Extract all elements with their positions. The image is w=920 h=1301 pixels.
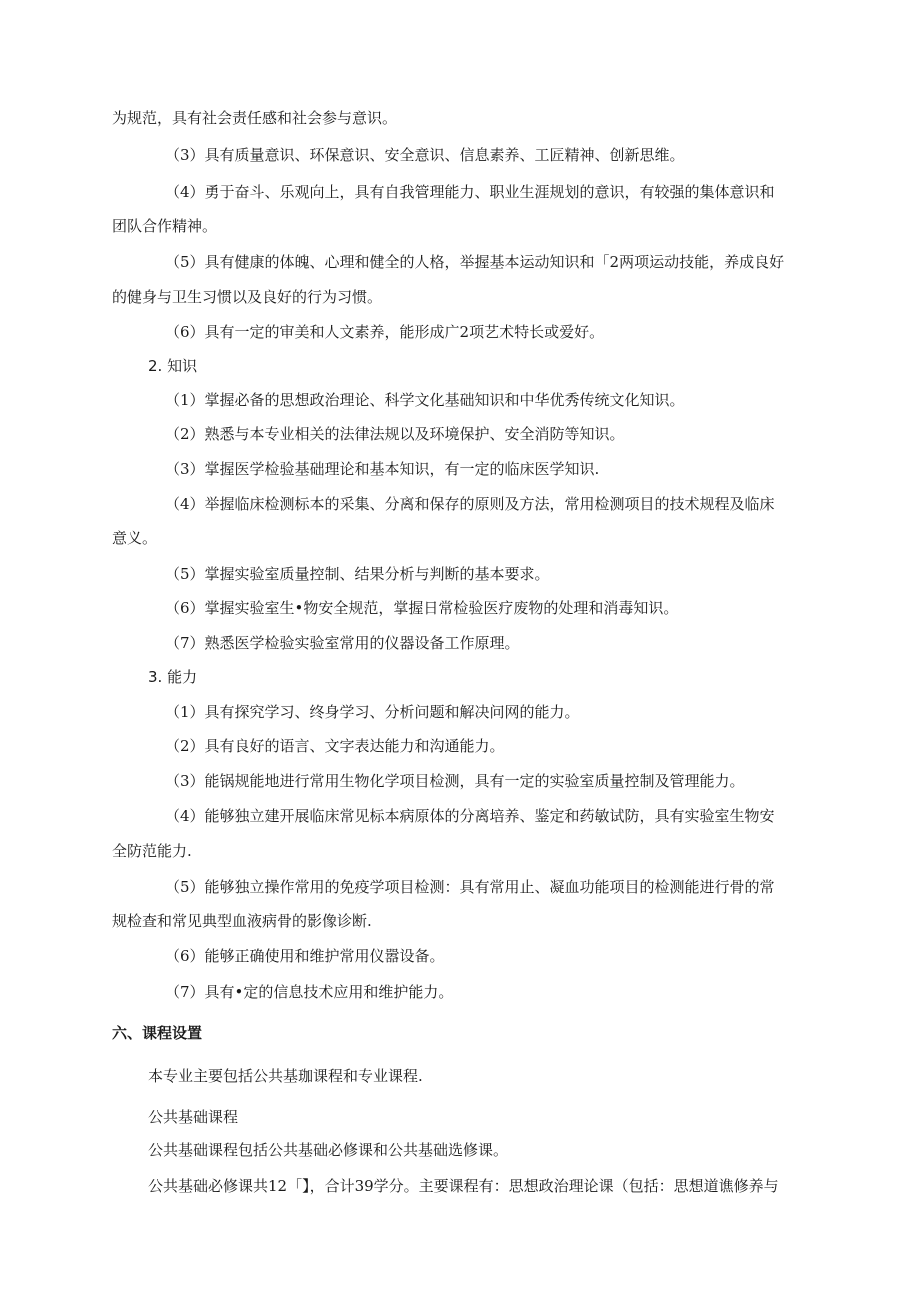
text-line: 规检查和常见典型血液病骨的影像诊断. (112, 912, 372, 930)
text-line: （5）能够独立操作常用的免疫学项目检测：具有常用止、凝血功能项目的检测能进行骨的常 (165, 878, 775, 896)
text-line: 意义。 (112, 529, 158, 547)
text-line: 本专业主要包括公共基珈课程和专业课程. (148, 1067, 423, 1085)
text-line: 公共基础课程包括公共基础必修课和公共基础选修课。 (148, 1141, 509, 1159)
text-line: （5）具有健康的体魄、心理和健全的人格，举握基本运动知识和「2两项运动技能，养成良好 (165, 253, 785, 271)
text-line: （6）具有一定的审美和人文素养，能形成广2项艺术特长或爱好。 (165, 323, 605, 341)
text-line: （7）具有•定的信息技术应用和维护能力。 (165, 983, 454, 1001)
chapter-heading: 六、课程设置 (112, 1024, 203, 1042)
text-line: （5）掌握实验室质量控制、结果分析与判断的基本要求。 (165, 565, 550, 583)
text-line: （6）能够正确使用和维护常用仪嚣设备。 (165, 947, 445, 965)
text-line: （1）具有探究学习、终身学习、分析问题和解决问网的能力。 (165, 703, 580, 721)
text-line: （4）勇于奋斗、乐观向上，具有自我管理能力、职业生涯规划的意识，有较强的集体意识和 (165, 183, 775, 201)
text-line: （7）熟悉医学检验实验室常用的仪器设备工作原理。 (165, 634, 520, 652)
text-line: （3）能锅规能地进行常用生物化学项目检测，具有一定的实验室质量控制及管理能力。 (165, 772, 745, 790)
section-heading: 2. 知识 (148, 357, 198, 375)
text-line: （6）掌握实验室生•物安全规范，掌握日常检验医疗废物的处理和消毒知识。 (165, 599, 679, 617)
text-line: 公共基础必修课共12「】，合计39学分。主要课程有：思想政治理论课（包括：思想道谯修养与 (148, 1177, 779, 1195)
text-line: （4）能够独立建开展临床常见标本病原体的分离培养、鉴定和药敏试防，具有实验室生物安 (165, 807, 775, 825)
text-line: （4）举握临床检测标本的采集、分离和保存的原则及方法，常用检测项目的技术规程及临床 (165, 495, 775, 513)
section-heading: 3. 能力 (148, 668, 198, 686)
text-line: 全防范能力. (112, 842, 192, 860)
text-line: 为规范，具有社会责任感和社会参与意识。 (112, 109, 398, 127)
text-line: （2）熟悉与本专业相关的法律法规以及环境保护、安全消防等知识。 (165, 425, 625, 443)
text-line: 团队合作精神。 (112, 217, 218, 235)
text-line: 的健身与卫生习惯以及良好的行为习惯。 (112, 288, 383, 306)
subsection-heading: 公共基础课程 (148, 1108, 239, 1126)
text-line: （3）具有质量意识、环保意识、安全意识、信息素养、工匠精神、创新思维。 (165, 146, 685, 164)
text-line: （1）掌握必备的思想政治理论、科学文化基础知识和中华优秀传统文化知识。 (165, 391, 685, 409)
text-line: （3）掌握医学检验基础理论和基本知识，有一定的临床医学知识. (165, 460, 600, 478)
text-line: （2）具有良好的语言、文字表达能力和沟通能力。 (165, 737, 505, 755)
